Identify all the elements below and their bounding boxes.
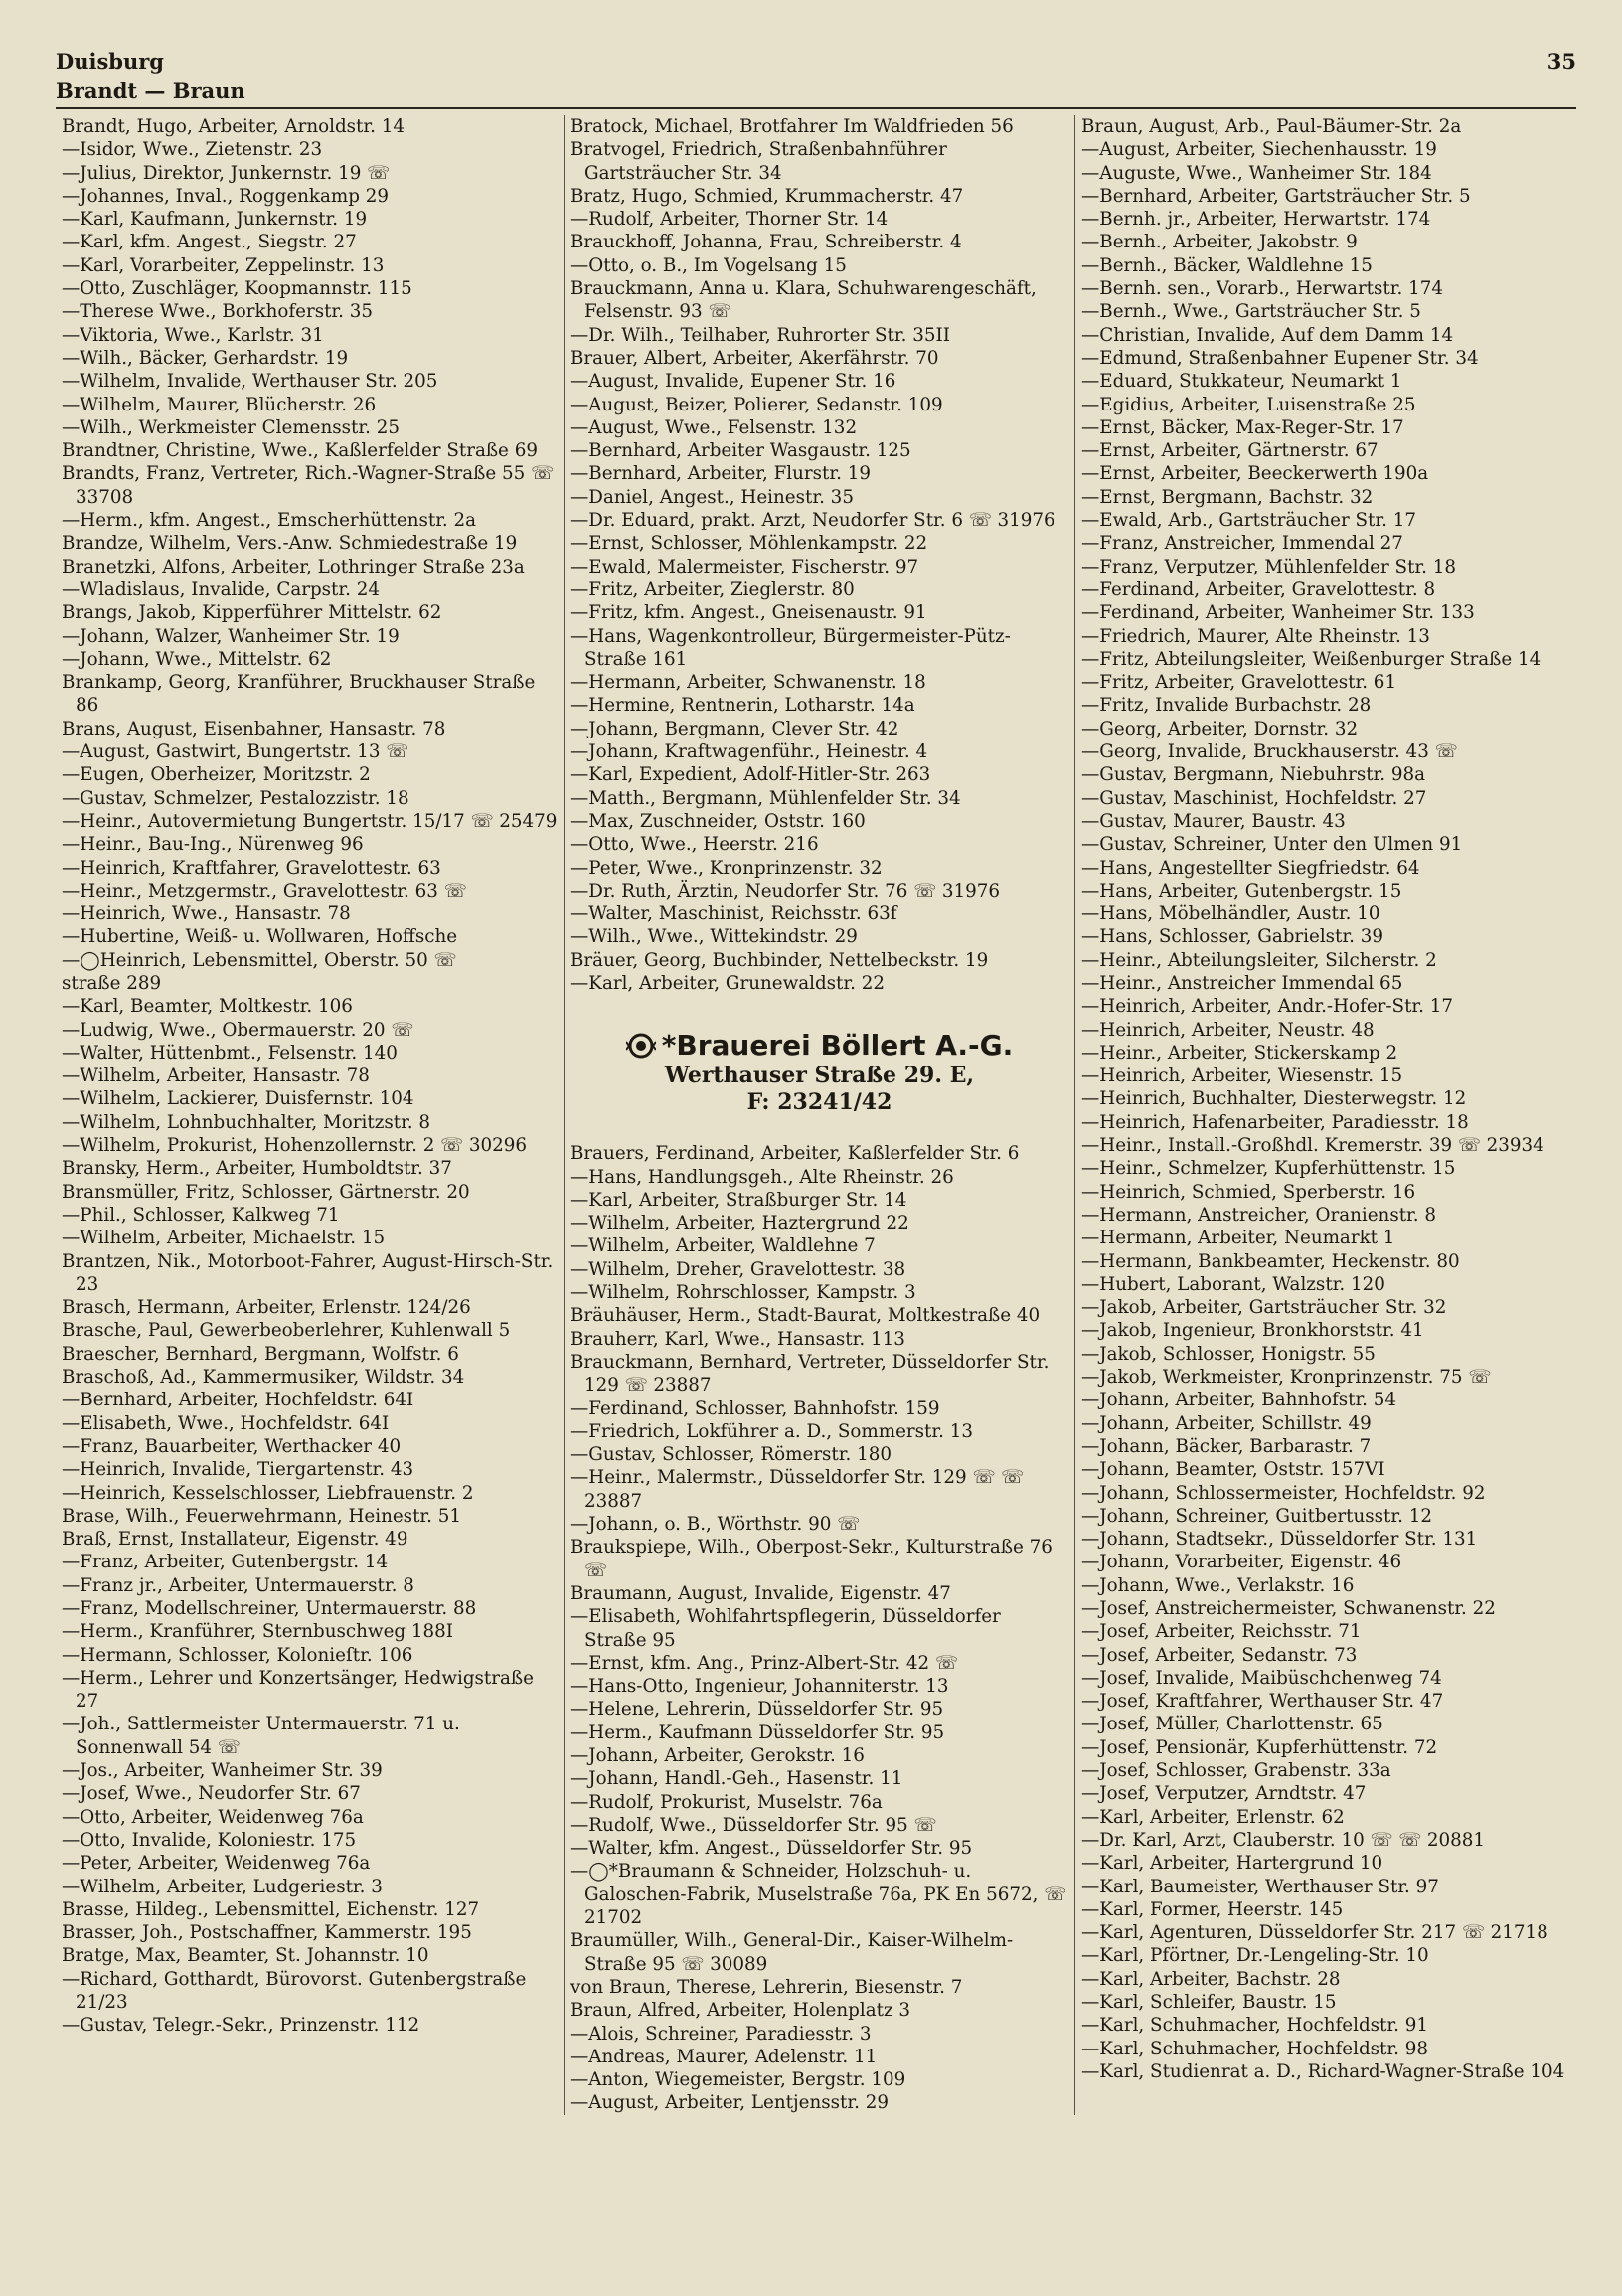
directory-entry: —Heinr., Autovermietung Bungertstr. 15/17 ☏ 25479 <box>62 810 558 832</box>
header-city: Duisburg <box>56 49 164 74</box>
directory-entry: —Hans-Otto, Ingenieur, Johanniterstr. 13 <box>570 1676 949 1698</box>
directory-entry: —Herm., kfm. Angest., Emscherhüttenstr. 2a <box>62 510 477 532</box>
directory-entry: Bräuhäuser, Herm., Stadt-Baurat, Moltkestraße 40 <box>570 1305 1041 1327</box>
directory-entry: —Ernst, Schlosser, Möhlenkampstr. 22 <box>570 533 928 555</box>
directory-entry: —Fritz, Arbeiter, Zieglerstr. 80 <box>570 578 855 600</box>
directory-entry: —Wilhelm, Arbeiter, Hansastr. 78 <box>62 1066 370 1087</box>
directory-entry: —Josef, Kraftfahrer, Werthauser Str. 47 <box>1081 1691 1444 1713</box>
directory-entry: —Gustav, Bergmann, Niebuhrstr. 98a <box>1081 764 1426 786</box>
directory-entry: —Therese Wwe., Borkhoferstr. 35 <box>62 301 374 323</box>
ad-title-row <box>570 1029 1068 1063</box>
directory-entry: —Eugen, Oberheizer, Moritzstr. 2 <box>62 764 371 786</box>
directory-entry: —Gustav, Telegr.-Sekr., Prinzenstr. 112 <box>62 2015 420 2037</box>
directory-entry: —Ewald, Malermeister, Fischerstr. 97 <box>570 556 919 577</box>
directory-entry: —August, Wwe., Felsenstr. 132 <box>570 416 858 438</box>
directory-entry: —Johann, Kraftwagenführ., Heinestr. 4 <box>570 741 928 763</box>
directory-entry: —Fritz, Invalide Burbachstr. 28 <box>1081 695 1372 717</box>
directory-entry: —Johann, Beamter, Oststr. 157VI <box>1081 1459 1385 1481</box>
directory-entry: —Hubertine, Weiß- u. Wollwaren, Hoffsche <box>62 926 458 948</box>
directory-entry: —Franz, Bauarbeiter, Werthacker 40 <box>62 1435 402 1457</box>
directory-entry: —Hermann, Arbeiter, Schwanenstr. 18 <box>570 672 926 694</box>
directory-entry: —August, Arbeiter, Siechenhausstr. 19 <box>1081 139 1437 161</box>
directory-entry: Braukspiepe, Wilh., Oberpost-Sekr., Kulturstraße 76 ☏ <box>570 1537 1053 1581</box>
directory-entry: —Josef, Schlosser, Grabenstr. 33a <box>1081 1760 1391 1782</box>
directory-entry: Brasse, Hildeg., Lebensmittel, Eichenstr. 127 <box>62 1898 480 1920</box>
directory-entry: —Peter, Wwe., Kronprinzenstr. 32 <box>570 857 883 879</box>
directory-entry: —Johann, Stadtsekr., Düsseldorfer Str. 131 <box>1081 1529 1478 1551</box>
directory-entry: —Dr. Eduard, prakt. Arzt, Neudorfer Str. 6 ☏ 31976 <box>570 510 1055 532</box>
directory-entry: —Herm., Kaufmann Düsseldorfer Str. 95 <box>570 1722 945 1743</box>
directory-entry: —Hans, Handlungsgeh., Alte Rheinstr. 26 <box>570 1166 954 1188</box>
directory-entry: —Otto, Arbeiter, Weidenweg 76a <box>62 1806 364 1828</box>
directory-entry: —Johann, Bäcker, Barbarastr. 7 <box>1081 1435 1372 1457</box>
directory-entry: —Wilhelm, Rohrschlosser, Kampstr. 3 <box>570 1282 916 1304</box>
directory-entry: —Heinrich, Wwe., Hansastr. 78 <box>62 903 351 925</box>
directory-entry: —Fritz, Abteilungsleiter, Weißenburger Straße 14 <box>1081 648 1541 670</box>
directory-entry: —Edmund, Straßenbahner Eupener Str. 34 <box>1081 347 1479 369</box>
ad-phone: F: 23241/42 <box>746 1089 892 1116</box>
directory-entry: Braun, Alfred, Arbeiter, Holenplatz 3 <box>570 2000 911 2022</box>
directory-entry: —Karl, kfm. Angest., Siegstr. 27 <box>62 232 357 253</box>
directory-entry: —Karl, Kaufmann, Junkernstr. 19 <box>62 209 368 231</box>
directory-entry: von Braun, Therese, Lehrerin, Biesenstr. 7 <box>570 1976 963 1998</box>
directory-entry: —Wilh., Bäcker, Gerhardstr. 19 <box>62 347 349 369</box>
directory-entry: —Karl, Expedient, Adolf-Hitler-Str. 263 <box>570 764 931 786</box>
directory-entry: —Bernhard, Arbeiter, Flurstr. 19 <box>570 463 871 485</box>
directory-entry: Bratge, Max, Beamter, St. Johannstr. 10 <box>62 1945 429 1967</box>
directory-entry: —Heinrich, Arbeiter, Andr.-Hofer-Str. 17 <box>1081 996 1454 1018</box>
directory-entry: —Hermann, Arbeiter, Neumarkt 1 <box>1081 1228 1395 1249</box>
directory-entry: —August, Gastwirt, Bungertstr. 13 ☏ <box>62 741 409 763</box>
directory-entry: —Heinr., Install.-Großhdl. Kremerstr. 39 ☏ 23934 <box>1081 1135 1544 1157</box>
directory-entry: —Heinr., Abteilungsleiter, Silcherstr. 2 <box>1081 949 1437 971</box>
directory-entry: Brauckmann, Anna u. Klara, Schuhwarengeschäft, Felsenstr. 93 ☏ <box>570 278 1037 323</box>
directory-entry: Bratz, Hugo, Schmied, Krummacherstr. 47 <box>570 185 964 207</box>
directory-entry: —Franz, Modellschreiner, Untermauerstr. 88 <box>62 1598 477 1619</box>
directory-entry: —Johannes, Inval., Roggenkamp 29 <box>62 185 390 207</box>
column-2-entries-after-ad <box>570 1142 1068 2114</box>
directory-entry: —Hermann, Schlosser, Kolonieſtr. 106 <box>62 1644 413 1666</box>
directory-entry: —Wilhelm, Arbeiter, Haztergrund 22 <box>570 1213 909 1234</box>
directory-entry: —Wilhelm, Lackierer, Duisfernstr. 104 <box>62 1088 414 1110</box>
directory-entry: —Bernh., Arbeiter, Jakobstr. 9 <box>1081 232 1358 253</box>
directory-entry: Brans, August, Eisenbahner, Hansastr. 78 <box>62 718 446 739</box>
header-range: Brandt — Braun <box>56 79 245 103</box>
directory-entry: —Dr. Karl, Arzt, Clauberstr. 10 ☏ ☏ 20881 <box>1081 1829 1486 1851</box>
directory-entry: —Franz jr., Arbeiter, Untermauerstr. 8 <box>62 1574 414 1596</box>
directory-entry: Brasch, Hermann, Arbeiter, Erlenstr. 124/26 <box>62 1297 471 1319</box>
directory-entry: Braschoß, Ad., Kammermusiker, Wildstr. 34 <box>62 1367 465 1389</box>
header-rule <box>56 107 1576 109</box>
directory-entry: —Josef, Wwe., Neudorfer Str. 67 <box>62 1783 361 1805</box>
brewery-ad <box>570 1029 1068 1116</box>
directory-entry: —Christian, Invalide, Auf dem Damm 14 <box>1081 324 1454 346</box>
directory-entry: —Wilhelm, Invalide, Werthauser Str. 205 <box>62 371 438 393</box>
directory-entry: —Otto, Wwe., Heerstr. 216 <box>570 834 819 856</box>
directory-entry: —Karl, Arbeiter, Erlenstr. 62 <box>1081 1806 1345 1828</box>
directory-entry: —Karl, Former, Heerstr. 145 <box>1081 1898 1344 1920</box>
directory-entry: —Heinrich, Buchhalter, Diesterwegstr. 12 <box>1081 1088 1467 1110</box>
directory-entry: Brauckhoff, Johanna, Frau, Schreiberstr. 4 <box>570 232 962 253</box>
directory-entry: —Karl, Arbeiter, Grunewaldstr. 22 <box>570 972 886 994</box>
directory-entry: —Johann, Schreiner, Guitbertusstr. 12 <box>1081 1505 1433 1527</box>
directory-entry: Brandtner, Christine, Wwe., Kaßlerfelder Straße 69 <box>62 440 538 462</box>
directory-entry: —Karl, Schuhmacher, Hochfeldstr. 91 <box>1081 2015 1428 2037</box>
directory-entry: —Gustav, Schlosser, Römerstr. 180 <box>570 1444 892 1466</box>
directory-entry: —Hans, Angestellter Siegfriedstr. 64 <box>1081 857 1420 879</box>
directory-entry: —Otto, o. B., Im Vogelsang 15 <box>570 254 847 276</box>
directory-entry: —Karl, Arbeiter, Straßburger Str. 14 <box>570 1189 907 1211</box>
directory-entry: —Wilhelm, Lohnbuchhalter, Moritzstr. 8 <box>62 1111 431 1133</box>
directory-entry: —Heinr., Bau-Ing., Nürenweg 96 <box>62 834 364 856</box>
directory-entry: —Karl, Beamter, Moltkestr. 106 <box>62 996 353 1018</box>
directory-entry: Brantzen, Nik., Motorboot-Fahrer, August-Hirsch-Str. 23 <box>62 1250 554 1295</box>
directory-entry: —Phil., Schlosser, Kalkweg 71 <box>62 1204 340 1226</box>
directory-entry: Brauers, Ferdinand, Arbeiter, Kaßlerfelder Str. 6 <box>570 1143 1020 1165</box>
ad-address: Werthauser Straße 29. E, <box>664 1063 975 1089</box>
directory-entry: Braß, Ernst, Installateur, Eigenstr. 49 <box>62 1529 408 1551</box>
directory-entry: —Hubert, Laborant, Walzstr. 120 <box>1081 1273 1385 1295</box>
directory-entry: —Karl, Schuhmacher, Hochfeldstr. 98 <box>1081 2038 1428 2059</box>
directory-entry: —Heinrich, Kesselschlosser, Liebfrauenstr. 2 <box>62 1482 474 1504</box>
directory-entry: —Georg, Invalide, Bruckhauserstr. 43 ☏ <box>1081 741 1458 763</box>
directory-entry: —Daniel, Angest., Heinestr. 35 <box>570 486 854 508</box>
directory-entry: —Johann, Wwe., Verlakstr. 16 <box>1081 1574 1355 1596</box>
header-center-wrap <box>56 74 1576 103</box>
directory-entry: —Heinr., Schmelzer, Kupferhüttenstr. 15 <box>1081 1158 1456 1180</box>
directory-entry: —Jakob, Werkmeister, Kronprinzenstr. 75 ☏ <box>1081 1367 1492 1389</box>
directory-entry: —Friedrich, Lokführer a. D., Sommerstr. 13 <box>570 1420 973 1442</box>
directory-entry: —Wladislaus, Invalide, Carpstr. 24 <box>62 578 381 600</box>
directory-entry: —Heinrich, Schmied, Sperberstr. 16 <box>1081 1181 1416 1203</box>
directory-entry: —Wilhelm, Arbeiter, Michaelstr. 15 <box>62 1228 386 1249</box>
directory-entry: —Franz, Arbeiter, Gutenbergstr. 14 <box>62 1552 389 1573</box>
directory-entry: —Dr. Ruth, Ärztin, Neudorfer Str. 76 ☏ 31976 <box>570 880 1001 902</box>
directory-entry: —Georg, Arbeiter, Dornstr. 32 <box>1081 718 1359 739</box>
directory-entry: —Jakob, Arbeiter, Gartsträucher Str. 32 <box>1081 1297 1447 1319</box>
directory-entry: —Heinrich, Kraftfahrer, Gravelottestr. 63 <box>62 857 441 879</box>
directory-entry: —Ernst, Bäcker, Max-Reger-Str. 17 <box>1081 416 1404 438</box>
directory-entry: —Alois, Schreiner, Paradiesstr. 3 <box>570 2023 872 2045</box>
directory-entry: —Wilh., Wwe., Wittekindstr. 29 <box>570 926 858 948</box>
directory-entry: Brangs, Jakob, Kipperführer Mittelstr. 62 <box>62 602 442 624</box>
directory-entry: —Johann, Arbeiter, Schillstr. 49 <box>1081 1412 1372 1434</box>
directory-entry: —August, Invalide, Eupener Str. 16 <box>570 371 896 393</box>
directory-entry: —Rudolf, Arbeiter, Thorner Str. 14 <box>570 209 889 231</box>
directory-entry: Brandts, Franz, Vertreter, Rich.-Wagner-Straße 55 ☏ 33708 <box>62 463 554 508</box>
directory-entry: —Elisabeth, Wwe., Hochfeldstr. 64I <box>62 1412 390 1434</box>
directory-entry: —Josef, Anstreichermeister, Schwanenstr. 22 <box>1081 1598 1496 1619</box>
directory-entry: —Wilhelm, Dreher, Gravelottestr. 38 <box>570 1258 906 1280</box>
directory-entry: Brandt, Hugo, Arbeiter, Arnoldstr. 14 <box>62 116 406 137</box>
directory-entry: —Ernst, Arbeiter, Gärtnerstr. 67 <box>1081 440 1379 462</box>
brewery-logo-icon <box>626 1031 656 1061</box>
directory-entry: Braun, August, Arb., Paul-Bäumer-Str. 2a <box>1081 116 1462 137</box>
directory-entry: —Andreas, Maurer, Adelenstr. 11 <box>570 2046 878 2067</box>
directory-entry: Bratvogel, Friedrich, Straßenbahnführer Gartsträucher Str. 34 <box>570 139 947 184</box>
directory-entry: —Hans, Arbeiter, Gutenbergstr. 15 <box>1081 880 1402 902</box>
directory-entry: —Karl, Arbeiter, Hartergrund 10 <box>1081 1853 1383 1875</box>
directory-entry: —Jakob, Ingenieur, Bronkhorststr. 41 <box>1081 1320 1424 1342</box>
directory-entry: —Walter, Hüttenbmt., Felsenstr. 140 <box>62 1042 398 1064</box>
directory-entry: —Heinrich, Arbeiter, Wiesenstr. 15 <box>1081 1066 1403 1087</box>
directory-entry: Brauer, Albert, Arbeiter, Akerfährstr. 70 <box>570 347 939 369</box>
directory-entry: —Bernhard, Arbeiter, Hochfeldstr. 64I <box>62 1390 414 1411</box>
directory-entry: Braescher, Bernhard, Bergmann, Wolfstr. 6 <box>62 1343 459 1365</box>
directory-entry: —Ernst, kfm. Ang., Prinz-Albert-Str. 42 ☏ <box>570 1652 958 1674</box>
directory-entry: —Dr. Wilh., Teilhaber, Ruhrorter Str. 35II <box>570 324 950 346</box>
directory-entry: —Heinr., Anstreicher Immendal 65 <box>1081 972 1403 994</box>
directory-entry: —Rudolf, Wwe., Düsseldorfer Str. 95 ☏ <box>570 1814 937 1836</box>
directory-entry: —Otto, Zuschläger, Koopmannstr. 115 <box>62 278 412 300</box>
directory-entry: Bräuer, Georg, Buchbinder, Nettelbeckstr. 19 <box>570 949 989 971</box>
directory-entry: —Isidor, Wwe., Zietenstr. 23 <box>62 139 323 161</box>
directory-entry: —Julius, Direktor, Junkernstr. 19 ☏ <box>62 162 390 184</box>
directory-entry: —Karl, Studienrat a. D., Richard-Wagner-Straße 104 <box>1081 2060 1565 2082</box>
directory-entry: —Herm., Kranführer, Sternbuschweg 188I <box>62 1621 454 1643</box>
directory-entry: —Ernst, Bergmann, Bachstr. 32 <box>1081 486 1374 508</box>
directory-entry: —Walter, Maschinist, Reichsstr. 63f <box>570 903 897 925</box>
directory-entry: Brauckmann, Bernhard, Vertreter, Düsseldorfer Str. 129 ☏ 23887 <box>570 1351 1050 1396</box>
directory-entry: —Gustav, Schmelzer, Pestalozzistr. 18 <box>62 787 409 809</box>
directory-entry: —Johann, Handl.-Geh., Hasenstr. 11 <box>570 1768 903 1790</box>
directory-entry: —Heinrich, Invalide, Tiergartenstr. 43 <box>62 1459 414 1481</box>
columns <box>56 115 1576 2115</box>
directory-entry: —Heinrich, Hafenarbeiter, Paradiesstr. 18 <box>1081 1111 1469 1133</box>
directory-entry: —Hermine, Rentnerin, Lotharstr. 14a <box>570 695 915 717</box>
directory-entry: —Friedrich, Maurer, Alte Rheinstr. 13 <box>1081 625 1430 647</box>
directory-entry: Bransmüller, Fritz, Schlosser, Gärtnerstr. 20 <box>62 1181 470 1203</box>
directory-entry: —Heinr., Arbeiter, Stickerskamp 2 <box>1081 1042 1398 1064</box>
directory-entry: —Josef, Müller, Charlottenstr. 65 <box>1081 1714 1383 1735</box>
directory-entry: —◯*Braumann & Schneider, Holzschuh- u. Galoschen-Fabrik, Muselstraße 76a, PK En 5672, ☏ 21702 <box>570 1861 1067 1929</box>
directory-entry: —Ernst, Arbeiter, Beeckerwerth 190a <box>1081 463 1429 485</box>
directory-entry: —Johann, Arbeiter, Gerokstr. 16 <box>570 1745 865 1766</box>
directory-entry: —Hermann, Bankbeamter, Heckenstr. 80 <box>1081 1250 1460 1272</box>
directory-entry: —Elisabeth, Wohlfahrtspflegerin, Düsseldorfer Straße 95 <box>570 1606 1001 1651</box>
directory-entry: —Matth., Bergmann, Mühlenfelder Str. 34 <box>570 787 961 809</box>
directory-entry: —Gustav, Schreiner, Unter den Ulmen 91 <box>1081 834 1463 856</box>
directory-entry: —Karl, Pförtner, Dr.-Lengeling-Str. 10 <box>1081 1945 1429 1967</box>
directory-entry: —Bernhard, Arbeiter, Gartsträucher Str. 5 <box>1081 185 1471 207</box>
directory-entry: —August, Beizer, Polierer, Sedanstr. 109 <box>570 394 943 415</box>
directory-entry: —Hans, Möbelhändler, Austr. 10 <box>1081 903 1380 925</box>
directory-entry: —Johann, Bergmann, Clever Str. 42 <box>570 718 899 739</box>
directory-entry: —Heinr., Metzgermstr., Gravelottestr. 63 ☏ <box>62 880 467 902</box>
directory-entry: —Egidius, Arbeiter, Luisenstraße 25 <box>1081 394 1416 415</box>
directory-entry: —Ludwig, Wwe., Obermauerstr. 20 ☏ <box>62 1019 414 1041</box>
directory-entry: —Karl, Agenturen, Düsseldorfer Str. 217 ☏ 21718 <box>1081 1922 1548 1944</box>
directory-entry: —Ferdinand, Schlosser, Bahnhofstr. 159 <box>570 1397 940 1419</box>
directory-entry: —Josef, Arbeiter, Sedanstr. 73 <box>1081 1644 1358 1666</box>
directory-entry: Bratock, Michael, Brotfahrer Im Waldfrieden 56 <box>570 116 1014 137</box>
directory-entry: —Joh., Sattlermeister Untermauerstr. 71 u. Sonnenwall 54 ☏ <box>62 1714 460 1758</box>
directory-entry: —Franz, Anstreicher, Immendal 27 <box>1081 533 1403 555</box>
directory-entry: —Ewald, Arb., Gartsträucher Str. 17 <box>1081 510 1417 532</box>
directory-entry: —Franz, Verputzer, Mühlenfelder Str. 18 <box>1081 556 1457 577</box>
page-header <box>56 44 1576 74</box>
directory-entry: —Viktoria, Wwe., Karlstr. 31 <box>62 324 324 346</box>
directory-entry: —Josef, Verputzer, Arndtstr. 47 <box>1081 1783 1367 1805</box>
directory-entry: —Wilhelm, Arbeiter, Ludgeriestr. 3 <box>62 1876 383 1897</box>
directory-entry: —Eduard, Stukkateur, Neumarkt 1 <box>1081 371 1402 393</box>
directory-entry: —Gustav, Maurer, Baustr. 43 <box>1081 810 1346 832</box>
directory-entry: Bransky, Herm., Arbeiter, Humboldtstr. 37 <box>62 1158 452 1180</box>
directory-entry: —Johann, Wwe., Mittelstr. 62 <box>62 648 332 670</box>
directory-entry: —Bernh., Bäcker, Waldlehne 15 <box>1081 254 1373 276</box>
directory-entry: Brankamp, Georg, Kranführer, Bruckhauser Straße 86 <box>62 672 536 717</box>
directory-entry: —Josef, Arbeiter, Reichsstr. 71 <box>1081 1621 1362 1643</box>
directory-entry: —Bernh., Wwe., Gartsträucher Str. 5 <box>1081 301 1421 323</box>
directory-entry: —Bernhard, Arbeiter Wasgaustr. 125 <box>570 440 911 462</box>
directory-entry: —Otto, Invalide, Koloniestr. 175 <box>62 1829 357 1851</box>
directory-entry: —Hans, Wagenkontrolleur, Bürgermeister-Pütz-Straße 161 <box>570 625 1011 670</box>
directory-entry: —Bernh. sen., Vorarb., Herwartstr. 174 <box>1081 278 1443 300</box>
directory-entry: straße 289 <box>62 972 162 994</box>
directory-entry: —Gustav, Maschinist, Hochfeldstr. 27 <box>1081 787 1427 809</box>
directory-entry: —Wilhelm, Arbeiter, Waldlehne 7 <box>570 1235 876 1257</box>
directory-entry: Brase, Wilh., Feuerwehrmann, Heinestr. 51 <box>62 1505 462 1527</box>
directory-entry: —Heinrich, Arbeiter, Neustr. 48 <box>1081 1019 1375 1041</box>
column-2-entries <box>570 115 1068 995</box>
directory-entry: Braumüller, Wilh., General-Dir., Kaiser-Wilhelm-Straße 95 ☏ 30089 <box>570 1930 1014 1975</box>
column-2 <box>565 115 1075 2115</box>
ad-title: *Brauerei Böllert A.-G. <box>661 1029 1014 1063</box>
directory-entry: —Josef, Pensionär, Kupferhüttenstr. 72 <box>1081 1736 1438 1758</box>
column-3 <box>1075 115 1576 2115</box>
directory-entry: —Hans, Schlosser, Gabrielstr. 39 <box>1081 926 1384 948</box>
directory-entry: —Karl, Baumeister, Werthauser Str. 97 <box>1081 1876 1439 1897</box>
column-1 <box>56 115 565 2115</box>
directory-entry: —Helene, Lehrerin, Düsseldorfer Str. 95 <box>570 1699 944 1721</box>
directory-entry: —Richard, Gotthardt, Bürovorst. Gutenbergstraße 21/23 <box>62 1968 527 2014</box>
directory-entry: —Josef, Invalide, Maibüschchenweg 74 <box>1081 1667 1442 1689</box>
directory-entry: —Hermann, Anstreicher, Oranienstr. 8 <box>1081 1204 1437 1226</box>
directory-entry: Brauherr, Karl, Wwe., Hansastr. 113 <box>570 1328 905 1350</box>
directory-entry: —◯Heinrich, Lebensmittel, Oberstr. 50 ☏ <box>62 949 457 971</box>
directory-entry: —Karl, Arbeiter, Bachstr. 28 <box>1081 1968 1341 1990</box>
directory-entry: —Peter, Arbeiter, Weidenweg 76a <box>62 1853 371 1875</box>
directory-entry: —Wilh., Werkmeister Clemensstr. 25 <box>62 416 400 438</box>
directory-entry: —Johann, Schlossermeister, Hochfeldstr. 92 <box>1081 1482 1486 1504</box>
directory-entry: —Johann, Arbeiter, Bahnhofstr. 54 <box>1081 1390 1397 1411</box>
directory-entry: Brasser, Joh., Postschaffner, Kammerstr. 195 <box>62 1922 472 1944</box>
directory-entry: —Johann, o. B., Wörthstr. 90 ☏ <box>570 1514 861 1536</box>
header-page-number: 35 <box>1546 49 1576 74</box>
directory-entry: —Ferdinand, Arbeiter, Gravelottestr. 8 <box>1081 578 1436 600</box>
directory-entry: —August, Arbeiter, Lentjensstr. 29 <box>570 2092 889 2114</box>
directory-entry: —Walter, kfm. Angest., Düsseldorfer Str. 95 <box>570 1838 973 1860</box>
directory-entry: —Rudolf, Prokurist, Muselstr. 76a <box>570 1791 883 1813</box>
directory-entry: —Wilhelm, Maurer, Blücherstr. 26 <box>62 394 377 415</box>
directory-entry: —Max, Zuschneider, Oststr. 160 <box>570 810 866 832</box>
directory-entry: —Fritz, Arbeiter, Gravelottestr. 61 <box>1081 672 1397 694</box>
directory-entry: —Fritz, kfm. Angest., Gneisenaustr. 91 <box>570 602 927 624</box>
directory-entry: —Ferdinand, Arbeiter, Wanheimer Str. 133 <box>1081 602 1475 624</box>
directory-entry: —Jos., Arbeiter, Wanheimer Str. 39 <box>62 1760 383 1782</box>
directory-entry: Brandze, Wilhelm, Vers.-Anw. Schmiedestraße 19 <box>62 533 518 555</box>
directory-entry: —Johann, Vorarbeiter, Eigenstr. 46 <box>1081 1552 1402 1573</box>
directory-entry: —Auguste, Wwe., Wanheimer Str. 184 <box>1081 162 1432 184</box>
directory-entry: Braumann, August, Invalide, Eigenstr. 47 <box>570 1582 951 1604</box>
directory-entry: —Bernh. jr., Arbeiter, Herwartstr. 174 <box>1081 209 1431 231</box>
directory-entry: —Johann, Walzer, Wanheimer Str. 19 <box>62 625 400 647</box>
directory-entry: —Anton, Wiegemeister, Bergstr. 109 <box>570 2069 906 2091</box>
directory-entry: —Wilhelm, Prokurist, Hohenzollernstr. 2 ☏ 30296 <box>62 1135 528 1157</box>
directory-entry: Branetzki, Alfons, Arbeiter, Lothringer Straße 23a <box>62 556 525 577</box>
directory-entry: —Herm., Lehrer und Konzertsänger, Hedwigstraße 27 <box>62 1667 534 1713</box>
directory-entry: —Karl, Vorarbeiter, Zeppelinstr. 13 <box>62 254 385 276</box>
directory-entry: —Heinr., Malermstr., Düsseldorfer Str. 129 ☏ ☏ 23887 <box>570 1467 1024 1512</box>
directory-entry: —Karl, Schleifer, Baustr. 15 <box>1081 1992 1337 2014</box>
directory-entry: —Jakob, Schlosser, Honigstr. 55 <box>1081 1343 1376 1365</box>
directory-entry: Brasche, Paul, Gewerbeoberlehrer, Kuhlenwall 5 <box>62 1320 511 1342</box>
